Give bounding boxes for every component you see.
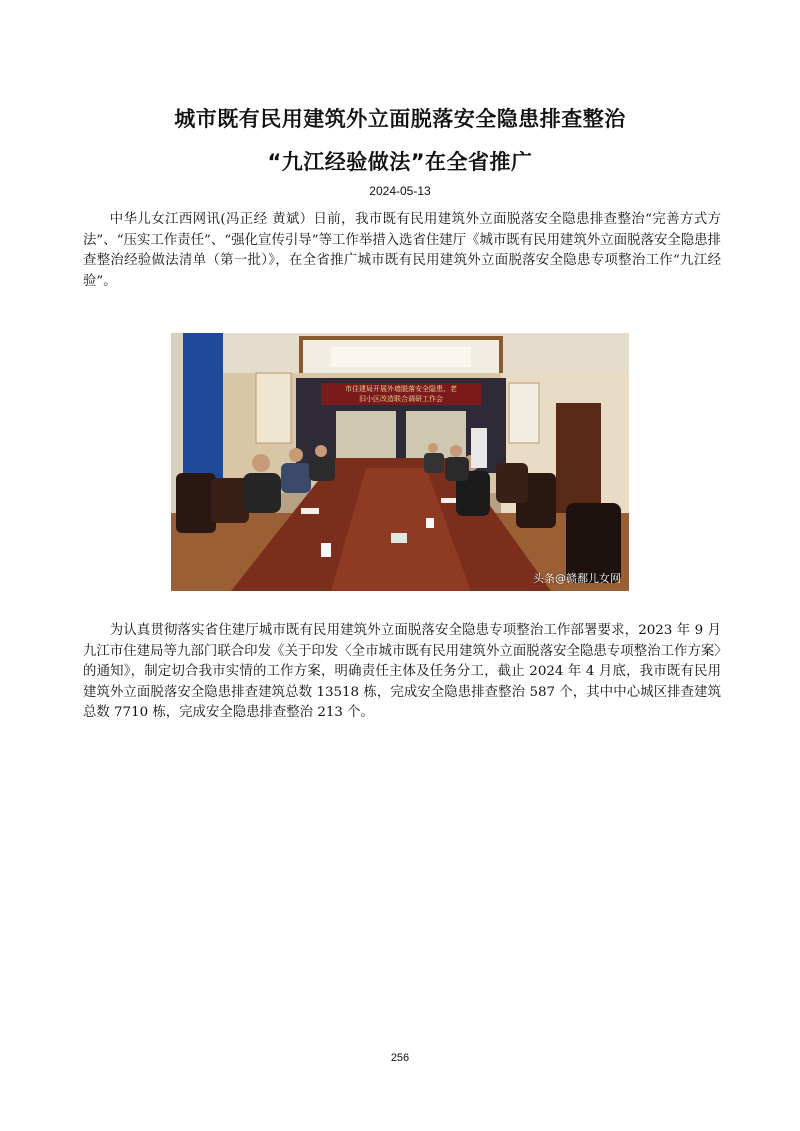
article-title-line1: 城市既有民用建筑外立面脱落安全隐患排查整治 bbox=[174, 107, 626, 131]
article-paragraph-1: 中华儿女江西网讯(冯正经 黄斌）日前，我市既有民用建筑外立面脱落安全隐患排查整治“完善方式方法”、“压实工作责任”、“强化宣传引导”等工作举措入选省住建厅《城市既有民用建筑外立面脱落安全隐患排查整治经验做法清单（第一批）》，在全省推广城市既有民用建筑外立面脱落安全隐患专项整治工作“九江经验”。 bbox=[83, 212, 721, 289]
article-date: 2024-05-13 bbox=[369, 184, 431, 198]
photo-watermark: 头条@赣鄱儿女网 bbox=[533, 572, 621, 585]
page-number: 256 bbox=[390, 1052, 410, 1064]
banner-text-line1: 市住建局开展外墙脱落安全隐患、老 bbox=[345, 385, 457, 393]
meeting-photo bbox=[171, 333, 629, 591]
article-paragraph-2: 为认真贯彻落实省住建厅城市既有民用建筑外立面脱落安全隐患专项整治工作部署要求，2023 年 9 月九江市住建局等九部门联合印发《关于印发〈全市城市既有民用建筑外立面脱落安全隐患专项整治工作方案〉的通知》，制定切合我市实情的工作方案，明确责任主体及任务分工，截止 2024 年 4 月底，我市既有民用建筑外立面脱落安全隐患排查建筑总数 13518 栋，完成安全隐患排查整治 587 个，其中中心城区排查建筑总数 7710 栋，完成安全隐患排查整治 213 个。 bbox=[83, 623, 721, 721]
article-title-line2: “九江经验做法”在全省推广 bbox=[267, 150, 533, 174]
meeting-room-illustration bbox=[171, 333, 629, 591]
banner-text-line2: 旧小区改造联合调研工作会 bbox=[359, 395, 443, 403]
